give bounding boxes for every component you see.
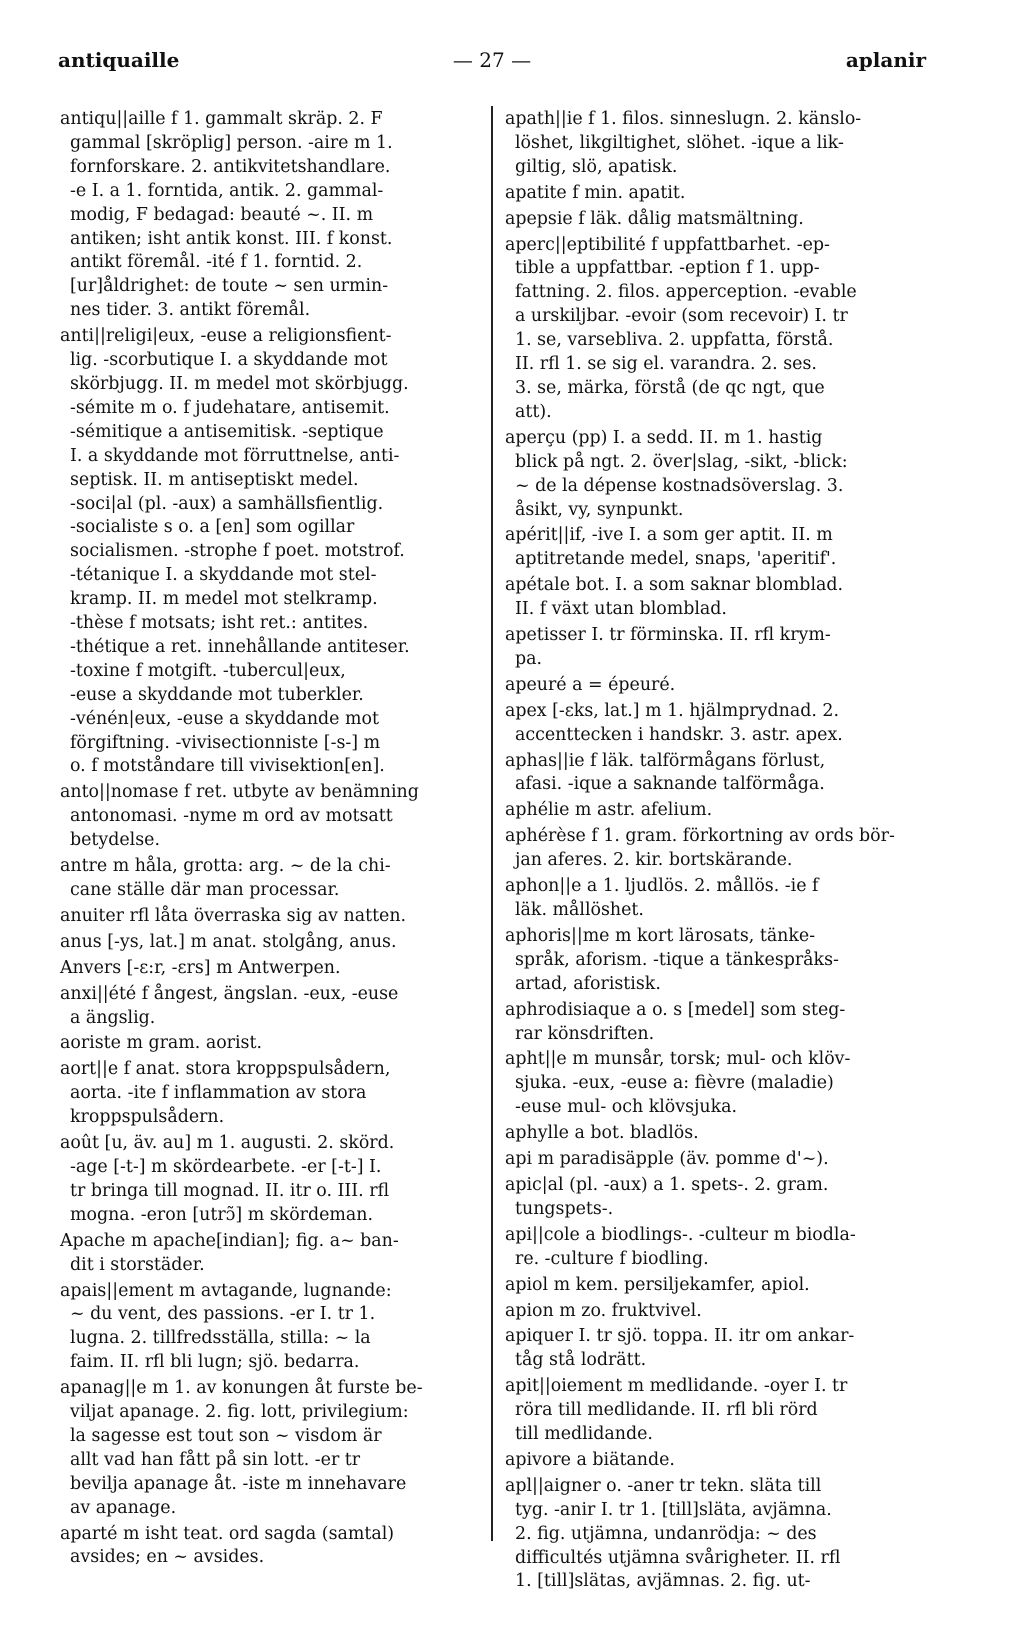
column-divider (491, 106, 493, 1541)
entry-line: ~ du vent, des passions. -er I. tr 1. (70, 1304, 376, 1325)
entry-line: av apanage. (70, 1497, 177, 1518)
entry-line: avsides; en ~ avsides. (70, 1547, 265, 1568)
dictionary-entry (60, 1032, 480, 1056)
entry-line: modig, F bedagad: beauté ~. II. m (70, 204, 374, 225)
entry-line: II. f växt utan blomblad. (515, 599, 727, 620)
entry-line: anus [-ys, lat.] m anat. stolgång, anus. (60, 931, 397, 952)
entry-line: 2. fig. utjämna, undanrödja: ~ des (515, 1523, 817, 1544)
entry-line: pa. (515, 648, 543, 669)
entry-line: aphélie m astr. afelium. (505, 800, 713, 821)
dictionary-entry (505, 1224, 925, 1272)
entry-line: anuiter rfl låta överraska sig av natten. (60, 905, 407, 926)
entry-line: -sémite m o. f judehatare, antisemit. (70, 397, 390, 418)
header-first-word: antiquaille (58, 48, 180, 72)
entry-line: tible a uppfattbar. -eption f 1. upp- (515, 258, 820, 279)
dictionary-entry (505, 1122, 925, 1146)
page-number: — 27 — (452, 48, 532, 72)
dictionary-entry (60, 855, 480, 903)
entry-line: antiken; isht antik konst. III. f konst. (70, 228, 393, 249)
dictionary-entry (505, 624, 925, 672)
entry-line: åsikt, vy, synpunkt. (515, 499, 684, 520)
dictionary-entry (505, 750, 925, 798)
entry-line: apais||ement m avtagande, lugnande: (60, 1280, 392, 1301)
entry-line: aphoris||me m kort lärosats, tänke- (505, 925, 816, 946)
entry-line: aoriste m gram. aorist. (60, 1033, 262, 1054)
entry-line: apétale bot. I. a som saknar blomblad. (505, 575, 844, 596)
entry-line: api m paradisäpple (äv. pomme d'~). (505, 1149, 829, 1170)
entry-line: -age [-t-] m skördearbete. -er [-t-] I. (70, 1156, 382, 1177)
entry-line: socialismen. -strophe f poet. motstrof. (70, 541, 405, 562)
dictionary-entry (505, 1274, 925, 1298)
dictionary-entry (505, 1048, 925, 1120)
entry-line: -e I. a 1. forntida, antik. 2. gammal- (70, 180, 384, 201)
entry-line: apivore a biätande. (505, 1449, 675, 1470)
entry-line: -euse mul- och klövsjuka. (515, 1097, 738, 1118)
dictionary-entry (60, 905, 480, 929)
entry-line: gammal [skröplig] person. -aire m 1. (70, 132, 393, 153)
entry-line: [ur]åldrighet: de toute ~ sen urmin- (70, 276, 389, 297)
dictionary-entry (60, 983, 480, 1031)
dictionary-entry (505, 1375, 925, 1447)
dictionary-entry (505, 427, 925, 523)
entry-line: aorta. -ite f inflammation av stora (70, 1083, 367, 1104)
entry-line: språk, aforism. -tique a tänkespråks- (515, 949, 839, 970)
entry-line: antonomasi. -nyme m ord av motsatt (70, 806, 393, 827)
entry-line: la sagesse est tout son ~ visdom är (70, 1425, 382, 1446)
entry-line: anxi||été f ångest, ängslan. -eux, -euse (60, 983, 399, 1004)
entry-line: aphon||e a 1. ljudlös. 2. mållös. -ie f (505, 876, 819, 897)
entry-line: aperçu (pp) I. a sedd. II. m 1. hastig (505, 427, 823, 448)
dictionary-entry (505, 700, 925, 748)
dictionary-entry (60, 108, 480, 323)
entry-line: apepsie f läk. dålig matsmältning. (505, 208, 804, 229)
entry-line: till medlidande. (515, 1424, 653, 1445)
entry-line: fattning. 2. filos. apperception. -evable (515, 282, 857, 303)
entry-line: lig. -scorbutique I. a skyddande mot (70, 350, 388, 371)
dictionary-entry (505, 108, 925, 180)
entry-line: apion m zo. fruktvivel. (505, 1300, 702, 1321)
dictionary-entry (60, 1058, 480, 1130)
dictionary-entry (60, 781, 480, 853)
entry-line: re. -culture f biodling. (515, 1248, 709, 1269)
entry-line: jan aferes. 2. kir. bortskärande. (515, 850, 793, 871)
entry-line: tungspets-. (515, 1198, 614, 1219)
dictionary-entry (505, 1174, 925, 1222)
dictionary-entry (505, 875, 925, 923)
dictionary-entry (60, 1132, 480, 1228)
entry-line: août [u, äv. au] m 1. augusti. 2. skörd. (60, 1133, 395, 1154)
entry-line: aphas||ie f läk. talförmågans förlust, (505, 750, 826, 771)
entry-line: bevilja apanage åt. -iste m innehavare (70, 1473, 407, 1494)
entry-line: viljat apanage. 2. fig. lott, privilegium: (70, 1402, 409, 1423)
entry-line: apl||aigner o. -aner tr tekn. släta till (505, 1475, 822, 1496)
entry-line: antikt föremål. -ité f 1. forntid. 2. (70, 252, 363, 273)
entry-line: att). (515, 401, 552, 422)
dictionary-entry (60, 1280, 480, 1376)
entry-line: 1. se, varsebliva. 2. uppfatta, förstå. (515, 330, 834, 351)
entry-line: fornforskare. 2. antikvitetshandlare. (70, 156, 391, 177)
entry-line: sjuka. -eux, -euse a: fièvre (maladie) (515, 1073, 834, 1094)
entry-line: accenttecken i handskr. 3. astr. apex. (515, 724, 843, 745)
entry-line: aphérèse f 1. gram. förkortning av ords bör- (505, 826, 895, 847)
entry-line: röra till medlidande. II. rfl bli rörd (515, 1400, 818, 1421)
entry-line: difficultés utjämna svårigheter. II. rfl (515, 1547, 841, 1568)
entry-line: aphrodisiaque a o. s [medel] som steg- (505, 999, 846, 1020)
entry-line: skörbjugg. II. m medel mot skörbjugg. (70, 373, 409, 394)
entry-line: -soci|al (pl. -aux) a samhällsfientlig. (70, 493, 384, 514)
entry-line: nes tider. 3. antikt föremål. (70, 300, 311, 321)
entry-line: apeuré a = épeuré. (505, 674, 676, 695)
entry-line: aparté m isht teat. ord sagda (samtal) (60, 1523, 395, 1544)
entry-line: septisk. II. m antiseptiskt medel. (70, 469, 359, 490)
dictionary-entry (505, 825, 925, 873)
entry-line: rar könsdriften. (515, 1023, 655, 1044)
entry-line: aphylle a bot. bladlös. (505, 1123, 699, 1144)
entry-line: tr bringa till mognad. II. itr o. III. rfl (70, 1180, 390, 1201)
entry-line: Apache m apache[indian]; fig. a~ ban- (60, 1230, 399, 1251)
entry-line: afasi. -ique a saknande talförmåga. (515, 774, 825, 795)
dictionary-entry (505, 574, 925, 622)
entry-line: apiquer I. tr sjö. toppa. II. itr om ankar- (505, 1326, 855, 1347)
entry-line: anto||nomase f ret. utbyte av benämning (60, 782, 419, 803)
dictionary-entry (505, 524, 925, 572)
dictionary-entry (60, 1523, 480, 1571)
dictionary-entry (505, 1449, 925, 1473)
entry-line: -euse a skyddande mot tuberkler. (70, 684, 364, 705)
entry-line: aptitretande medel, snaps, 'aperitif'. (515, 549, 837, 570)
entry-line: apetisser I. tr förminska. II. rfl krym- (505, 625, 831, 646)
entry-line: antiqu||aille f 1. gammalt skräp. 2. F (60, 109, 383, 129)
entry-line: -thétique a ret. innehållande antiteser. (70, 636, 410, 657)
dictionary-entry (505, 925, 925, 997)
entry-line: apanag||e m 1. av konungen åt furste be- (60, 1378, 423, 1399)
dictionary-entry (505, 674, 925, 698)
dictionary-entry (505, 1325, 925, 1373)
entry-line: betydelse. (70, 830, 160, 851)
entry-line: tyg. -anir I. tr 1. [till]släta, avjämna. (515, 1499, 832, 1520)
entry-line: ~ de la dépense kostnadsöverslag. 3. (515, 475, 844, 496)
entry-line: a ängslig. (70, 1007, 156, 1028)
entry-line: apic|al (pl. -aux) a 1. spets-. 2. gram. (505, 1174, 829, 1195)
entry-line: cane ställe där man processar. (70, 880, 340, 900)
entry-line: giltig, slö, apatisk. (515, 156, 678, 177)
dictionary-entry (505, 234, 925, 425)
entry-line: -vénén|eux, -euse a skyddande mot (70, 708, 379, 729)
entry-line: apatite f min. apatit. (505, 182, 686, 203)
entry-line: allt vad han fått på sin lott. -er tr (70, 1449, 361, 1470)
entry-line: artad, aforistisk. (515, 973, 661, 994)
entry-line: II. rfl 1. se sig el. varandra. 2. ses. (515, 354, 817, 375)
entry-line: kramp. II. m medel mot stelkramp. (70, 589, 378, 610)
entry-line: faim. II. rfl bli lugn; sjö. bedarra. (70, 1352, 360, 1373)
dictionary-entry (60, 957, 480, 981)
dictionary-entry (505, 182, 925, 206)
entry-line: aperc||eptibilité f uppfattbarhet. -ep- (505, 234, 830, 255)
entry-line: api||cole a biodlings-. -culteur m biodla- (505, 1224, 856, 1245)
header-last-word: aplanir (845, 48, 926, 72)
dictionary-entry (505, 1300, 925, 1324)
entry-line: I. a skyddande mot förruttnelse, anti- (70, 445, 400, 466)
dictionary-entry (60, 1230, 480, 1278)
entry-line: tåg stå lodrätt. (515, 1350, 647, 1371)
dictionary-entry (505, 1475, 925, 1595)
entry-line: -sémitique a antisemitisk. -septique (70, 421, 384, 442)
entry-line: apht||e m munsår, torsk; mul- och klöv- (505, 1049, 851, 1070)
entry-line: -toxine f motgift. -tubercul|eux, (70, 660, 346, 681)
right-column (505, 108, 925, 1596)
dictionary-entry (60, 325, 480, 779)
entry-line: apit||oiement m medlidande. -oyer I. tr (505, 1376, 848, 1397)
dictionary-entry (505, 208, 925, 232)
entry-line: -tétanique I. a skyddande mot stel- (70, 565, 377, 586)
dictionary-entry (505, 999, 925, 1047)
entry-line: o. f motståndare till vivisektion[en]. (70, 756, 385, 777)
entry-line: apath||ie f 1. filos. sinneslugn. 2. känslo- (505, 109, 862, 129)
entry-line: aort||e f anat. stora kroppspulsådern, (60, 1059, 391, 1080)
entry-line: 1. [till]slätas, avjämnas. 2. fig. ut- (515, 1571, 811, 1592)
entry-line: blick på ngt. 2. över|slag, -sikt, -blick: (515, 451, 848, 472)
entry-line: 3. se, märka, förstå (de qc ngt, que (515, 377, 825, 398)
entry-line: apiol m kem. persiljekamfer, apiol. (505, 1274, 810, 1295)
entry-line: kroppspulsådern. (70, 1107, 225, 1128)
dictionary-entry (505, 1148, 925, 1172)
entry-line: förgiftning. -vivisectionniste [-s-] m (70, 732, 381, 753)
entry-line: a urskiljbar. -evoir (som recevoir) I. tr (515, 306, 848, 327)
entry-line: Anvers [-ɛ:r, -ɛrs] m Antwerpen. (60, 957, 341, 978)
entry-line: -socialiste s o. a [en] som ogillar (70, 517, 355, 538)
dictionary-entry (60, 1377, 480, 1520)
entry-line: läk. mållöshet. (515, 900, 644, 920)
page-header (58, 48, 926, 82)
dictionary-entry (505, 799, 925, 823)
entry-line: mogna. -eron [utrɔ̃] m skördeman. (70, 1204, 374, 1225)
entry-line: lugna. 2. tillfredsställa, stilla: ~ la (70, 1328, 371, 1349)
entry-line: apérit||if, -ive I. a som ger aptit. II. m (505, 525, 833, 546)
entry-line: löshet, likgiltighet, slöhet. -ique a lik- (515, 132, 844, 153)
entry-line: apex [-ɛks, lat.] m 1. hjälmprydnad. 2. (505, 700, 839, 721)
entry-line: -thèse f motsats; isht ret.: antites. (70, 613, 369, 634)
entry-line: antre m håla, grotta: arg. ~ de la chi- (60, 856, 391, 877)
left-column (60, 108, 480, 1572)
entry-line: anti||religi|eux, -euse a religionsfient- (60, 326, 392, 347)
entry-line: dit i storstäder. (70, 1254, 205, 1275)
dictionary-entry (60, 931, 480, 955)
